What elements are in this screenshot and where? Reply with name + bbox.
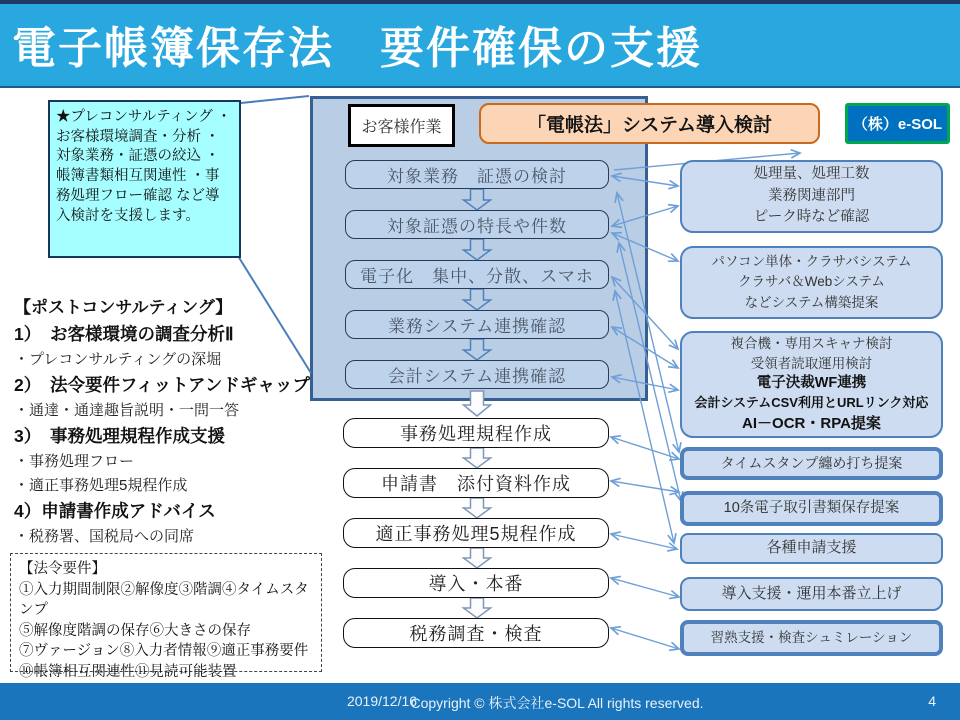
right-box-system-proposal <box>680 246 943 319</box>
callout-line: ★プレコンサルティング <box>56 109 213 125</box>
post-consulting-item: ・適正事務処理5規程作成 <box>14 477 188 494</box>
footer-page-number: 4 <box>928 693 936 709</box>
pre-consulting-callout <box>48 100 241 258</box>
footer-date: 2019/12/16 <box>346 693 418 709</box>
right-box-line: 受領者読取運用検討 <box>750 355 873 371</box>
post-consulting-item: 3） 事務処理規程作成支援 <box>14 426 225 446</box>
post-consulting-item: ・税務署、国税局への同席 <box>14 528 195 545</box>
post-consulting-title: 【ポストコンサルティング】 <box>14 298 233 317</box>
flow-step-evidence-features: 対象証憑の特長や件数 <box>345 210 609 239</box>
right-box-training-simulation: 習熟支援・検査シュミレーション <box>680 620 943 656</box>
post-consulting-list <box>14 294 314 549</box>
company-badge: （株）e-SOL <box>845 103 950 144</box>
legal-line: ⑤解像度階調の保存⑥大きさの保存 <box>19 622 251 639</box>
flow-step-digitization: 電子化 集中、分散、スマホ <box>345 260 609 289</box>
flow-step-target-business: 対象業務 証憑の検討 <box>345 160 609 189</box>
legal-line: ⑦ヴァージョン⑧入力者情報⑨適正事務要件 <box>19 643 309 660</box>
flow-step-rules-creation: 事務処理規程作成 <box>343 418 609 448</box>
right-box-line: 処理量、処理工数 <box>753 165 870 182</box>
dencho-system-study-box: 「電帳法」システム導入検討 <box>479 103 820 144</box>
right-box-application-support: 各種申請支援 <box>680 533 943 564</box>
right-box-timestamp: タイムスタンプ纏め打ち提案 <box>680 447 943 480</box>
legal-title: 【法令要件】 <box>19 561 106 577</box>
right-box-volume-check <box>680 160 943 233</box>
footer-bar <box>0 683 960 720</box>
post-consulting-item: ・プレコンサルティングの深堀 <box>14 351 222 368</box>
footer-copyright: Copyright © 株式会社e-SOL All rights reserved. <box>410 695 704 711</box>
right-box-line: パソコン単体・クラサバシステム <box>711 254 912 270</box>
right-box-line: 電子決裁WF連携 <box>756 375 867 392</box>
legal-line: ⑩帳簿相互関連性⑪見読可能装置 <box>19 663 237 680</box>
callout-line: ・対象業務・証憑の絞込 <box>56 128 220 165</box>
post-consulting-item: ・事務処理フロー <box>14 453 135 470</box>
right-box-line: AI－OCR・RPA提案 <box>742 415 881 433</box>
page-title: 電子帳簿保存法 要件確保の支援 <box>12 24 702 73</box>
right-box-line: 業務関連部門 <box>768 187 855 204</box>
callout-line: ・帳簿書類相互関連性 <box>56 148 220 185</box>
callout-line: ・事務処理フロー確認 <box>56 168 220 204</box>
flow-step-accounting-system-link: 会計システム連携確認 <box>345 360 609 389</box>
flow-step-deployment: 導入・本番 <box>343 568 609 598</box>
right-box-line: ピーク時など確認 <box>753 209 870 226</box>
post-consulting-item: 1） お客様環境の調査分析Ⅱ <box>14 324 234 344</box>
flow-step-five-rules: 適正事務処理5規程作成 <box>343 518 609 548</box>
right-box-deployment-support: 導入支援・運用本番立上げ <box>680 577 943 611</box>
right-box-line: などシステム構築提案 <box>744 294 879 310</box>
flow-step-application-docs: 申請書 添付資料作成 <box>343 468 609 498</box>
right-box-line: クラサバ＆Webシステム <box>738 274 885 290</box>
right-box-line: 複合機・専用スキャナ検討 <box>730 336 893 352</box>
flow-step-business-system-link: 業務システム連携確認 <box>345 310 609 339</box>
post-consulting-item: 4）申請書作成アドバイス <box>14 501 216 521</box>
post-consulting-item: 2） 法令要件フィットアンドギャップ <box>14 375 310 395</box>
legal-requirements-box <box>10 553 322 680</box>
right-box-scanner-wf <box>680 331 943 438</box>
callout-line: など導入検討を支援します。 <box>56 187 220 224</box>
right-box-line: 会計システムCSV利用とURLリンク対応 <box>694 395 929 411</box>
flow-step-tax-audit: 税務調査・検査 <box>343 618 609 648</box>
post-consulting-item: ・通達・通達趣旨説明・一問一答 <box>14 402 240 419</box>
customer-work-label: お客様作業 <box>348 104 455 147</box>
callout-line: ・お客様環境調査・分析 <box>56 109 232 145</box>
legal-line: ①入力期間制限②解像度③階調④タイムスタンプ <box>19 581 309 619</box>
right-box-article10: 10条電子取引書類保存提案 <box>680 491 943 526</box>
